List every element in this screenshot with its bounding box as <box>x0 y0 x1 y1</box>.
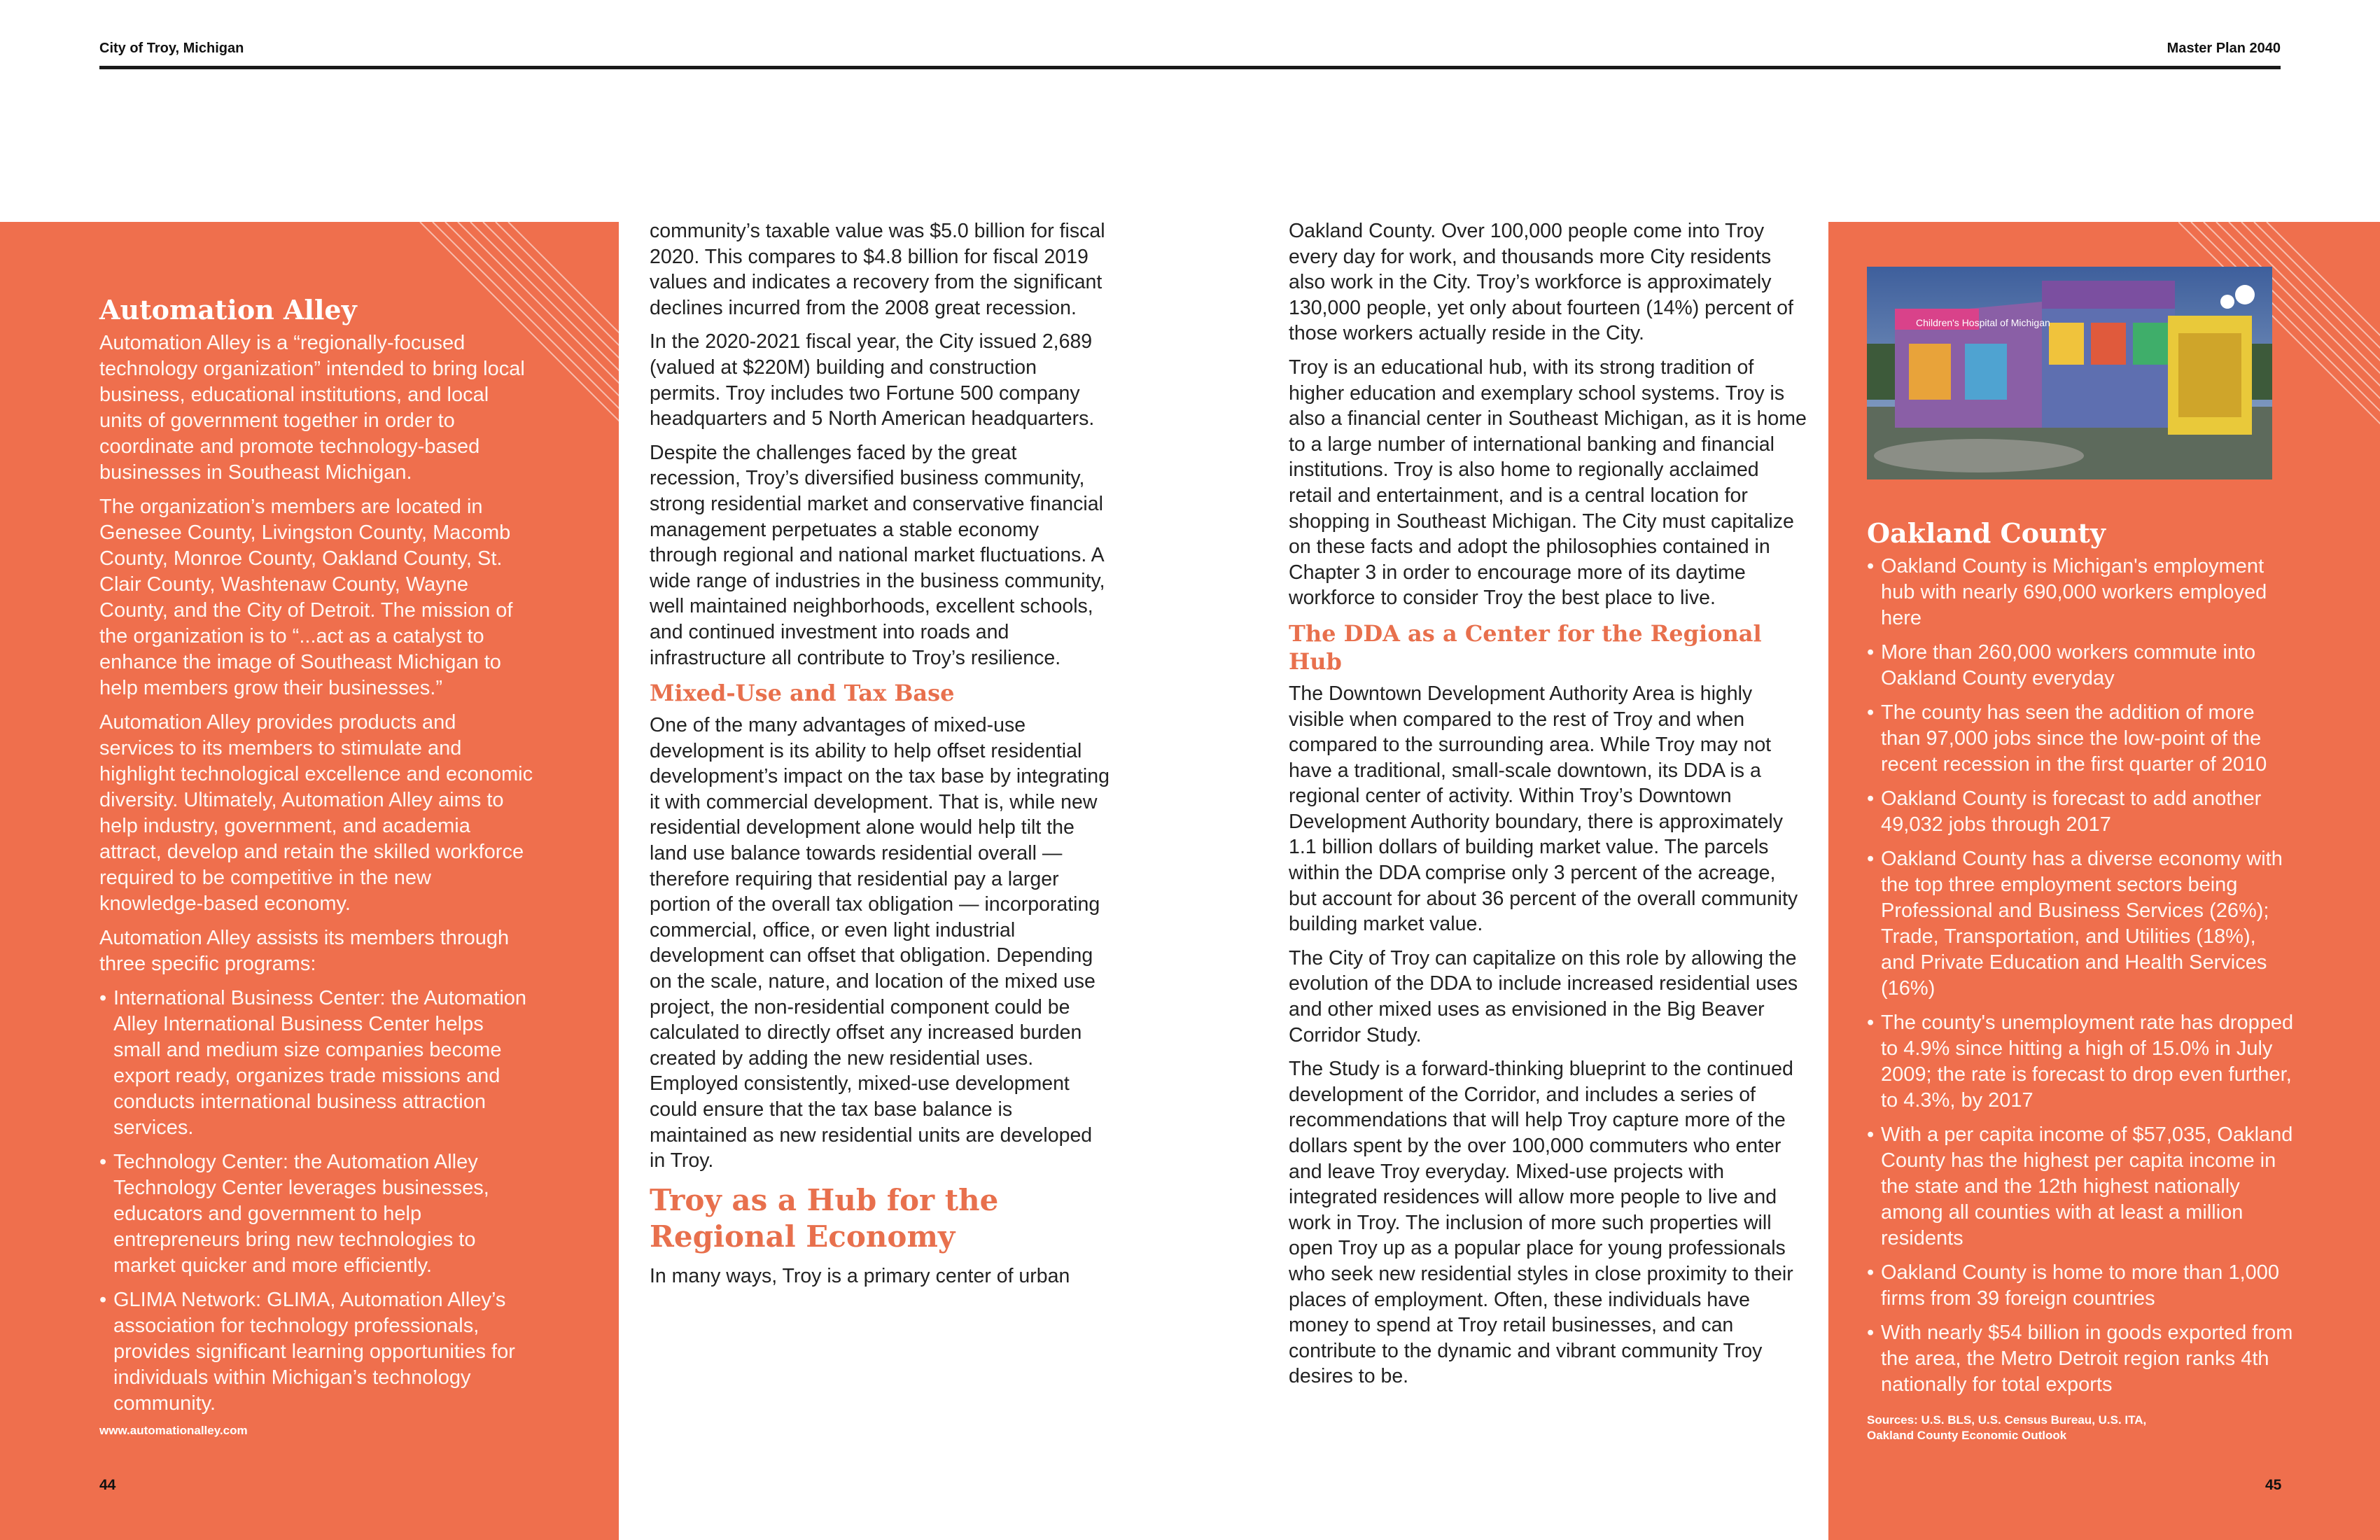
paragraph: Despite the challenges faced by the great recession, Troy’s diversified business community, strong residential market and conservative financial management perpetuates a stable economy through regional and national market fluctuations. A wide range of industries in the business community, well maintained neighborhoods, excellent schools, and continued investment into roads and infrastructure all contribute to Troy’s resilience. <box>650 441 1105 669</box>
list-item: • Oakland County is home to more than 1,000 firms from 39 foreign countries <box>1867 1260 2294 1312</box>
paragraph: The organization’s members are located in Genesee County, Livingston County, Macomb County, Monroe County, Oakland County, St. Clair County, Washtenaw County, Wayne County, and the City of Detroit. The mission of the organization is to “...act as a catalyst to enhance the image of Southeast Michigan to help members grow their businesses.” <box>99 496 513 699</box>
paragraph: The City of Troy can capitalize on this role by allowing the evolution of the DDA to include increased residential uses and other mixed uses as envisioned in the Big Beaver Corridor Study. <box>1289 946 1798 1046</box>
paragraph: Troy is an educational hub, with its strong tradition of higher education and exemplary school systems. Troy is also a financial center in Southeast Michigan, as it is home to a large number of international banking and financial institutions. Troy is also home to regionally acclaimed retail and entertainment, and is a central location for shopping in Southeast Michigan. The City must capitalize on these facts and adopt the philosophies contained in Chapter 3 in order to encourage more of its daytime workforce to consider Troy the best place to live. <box>1289 356 1807 610</box>
header-right-title: Master Plan 2040 <box>2166 41 2281 56</box>
paragraph: In many ways, Troy is a primary center of urban <box>650 1264 1070 1287</box>
sources-note <box>1867 1413 2146 1443</box>
paragraph: The Study is a forward-thinking blueprint to the continued development of the Corridor, and includes a series of recommendations that will help Troy capture more of the dollars spent by the over 100,000 commuters who enter and leave Troy everyday. Mixed-use projects with integrated residences will allow more people to live and work in Troy. The inclusion of more such properties will open Troy up as a popular place for young professionals who seek new residential styles in close proximity to their places of employment. Often, these individuals have money to spend at Troy retail businesses, and can contribute to the dynamic and vibrant community Troy desires to be. <box>1289 1058 1793 1388</box>
hospital-sign: Children's Hospital of Michigan <box>1916 317 2050 328</box>
list-item: • With nearly $54 billion in goods exported from the area, the Metro Detroit region ranks 4th nationally for total exports <box>1867 1320 2294 1398</box>
mixed-use-heading: Mixed-Use and Tax Base <box>650 680 955 707</box>
paragraph: Automation Alley provides products and services to its members to stimulate and highlight technological excellence and economic diversity. Ultimately, Automation Alley aims to help industry, government, and academia attract, develop and retain the skilled workforce required to be competitive in the new knowledge-based economy. <box>99 711 533 915</box>
list-item: • Oakland County is Michigan's employment hub with nearly 690,000 workers employed here <box>1867 554 2294 631</box>
oakland-county-section <box>1867 517 2294 1406</box>
page-number-left: 44 <box>99 1477 116 1493</box>
oakland-facts-list <box>1867 554 2294 1398</box>
paragraph: The Downtown Development Authority Area is highly visible when compared to the rest of Troy and when compared to the surrounding area. While Troy may not have a traditional, small-scale downtown, its DDA is a regional center of activity. Within Troy’s Downtown Development Authority boundary, there is approximately 1.1 billion dollars of building market value. The parcels within the DDA comprise only 3 percent of the acreage, but account for about 36 percent of the overall community building market value. <box>1289 682 1798 936</box>
oakland-county-heading: Oakland County <box>1867 517 2106 549</box>
dda-heading: The DDA as a Center for the Regional Hub <box>1289 620 1762 675</box>
paragraph: In the 2020-2021 fiscal year, the City issued 2,689 (valued at $220M) building and construction permits. Troy includes two Fortune 500 company headquarters and 5 North American headquarters. <box>650 330 1095 430</box>
list-item: • The county has seen the addition of more than 97,000 jobs since the low-point of the recent recession in the first quarter of 2010 <box>1867 700 2294 778</box>
hospital-photo <box>1867 267 2272 479</box>
sources-line: Sources: U.S. BLS, U.S. Census Bureau, U.S. ITA, <box>1867 1413 2147 1427</box>
text-column-2 <box>1289 218 1807 1398</box>
programs-list <box>99 986 533 1417</box>
paragraph: Oakland County. Over 100,000 people come into Troy every day for work, and thousands more City residents also work in the City. Troy’s workforce is approximately 130,000 people, yet only about fourteen (14%) percent of those workers actually reside in the City. <box>1289 220 1793 345</box>
paragraph: community’s taxable value was $5.0 billion for fiscal 2020. This compares to $4.8 billion for fiscal 2019 values and indicates a recovery from the significant declines incurred from the 2008 great recession. <box>650 220 1105 319</box>
hospital-building-image <box>1867 267 2272 479</box>
automation-alley-section <box>99 294 533 1425</box>
text-column-1 <box>650 218 1112 1297</box>
page-number-right: 45 <box>2265 1477 2282 1493</box>
list-item: • More than 260,000 workers commute into Oakland County everyday <box>1867 640 2294 692</box>
header-left-title: City of Troy, Michigan <box>99 41 244 56</box>
header-rule <box>99 66 2281 69</box>
automation-alley-heading: Automation Alley <box>99 294 357 326</box>
paragraph: Automation Alley assists its members through three specific programs: <box>99 927 510 975</box>
source-url[interactable]: www.automationalley.com <box>99 1424 248 1437</box>
list-item: • GLIMA Network: GLIMA, Automation Alley’s association for technology professionals, provides significant learning opportunities for individuals within Michigan’s technology community. <box>99 1287 533 1417</box>
list-item: • With a per capita income of $57,035, Oakland County has the highest per capita income in the state and the 12th highest nationally among all counties with at least a million residents <box>1867 1122 2294 1252</box>
list-item: • The county's unemployment rate has dropped to 4.9% since hitting a high of 15.0% in July 2009; the rate is forecast to drop even further, to 4.3%, by 2017 <box>1867 1010 2294 1114</box>
list-item: • Technology Center: the Automation Alley Technology Center leverages businesses, educators and government to help entrepreneurs bring new technologies to market quicker and more efficiently. <box>99 1149 533 1279</box>
paragraph: One of the many advantages of mixed-use development is its ability to help offset residential development’s impact on the tax base by integrating it with commercial development. That is, while new residential development alone would help tilt the land use balance towards residential overall — therefore requiring that residential pay a larger portion of the overall tax obligation — incorporating commercial, office, or even light industrial development can offset that obligation. Depending on the scale, nature, and location of the mixed use project, the non-residential component could be calculated to directly offset any increased burden created by adding the new residential uses. Employed consistently, mixed-use development could ensure that the tax base balance is maintained as new residential units are developed in Troy. <box>650 714 1110 1172</box>
list-item: • Oakland County has a diverse economy with the top three employment sectors being Professional and Business Services (26%); Trade, Transportation, and Utilities (18%), and Private Education and Health Services (16%) <box>1867 846 2294 1002</box>
paragraph: Automation Alley is a “regionally-focused technology organization” intended to bring local business, educational institutions, and local units of government together in order to coordinate and promote technology-based businesses in Southeast Michigan. <box>99 332 525 484</box>
list-item: • International Business Center: the Automation Alley International Business Center helps small and medium size companies become export ready, organizes trade missions and conducts international business attraction services. <box>99 986 533 1141</box>
left-sidebar-panel <box>0 222 619 1540</box>
troy-hub-heading: Troy as a Hub for the Regional Economy <box>650 1182 999 1254</box>
list-item: • Oakland County is forecast to add another 49,032 jobs through 2017 <box>1867 786 2294 838</box>
sources-line: Oakland County Economic Outlook <box>1867 1429 2067 1442</box>
